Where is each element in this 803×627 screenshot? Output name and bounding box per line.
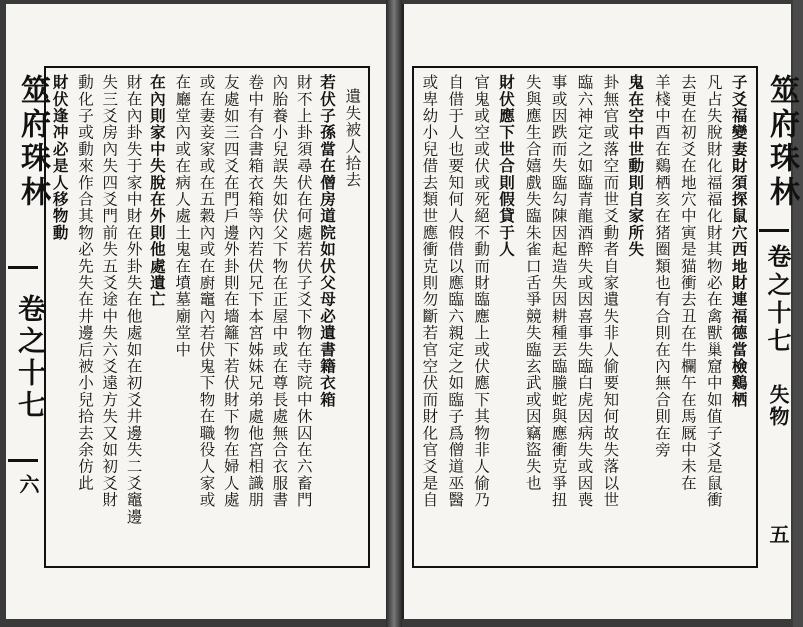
left-page-column-12: 動化子或動來作合其物必先失在井邊后被小兒拾去余仿此: [75, 74, 94, 492]
right-margin-divider-top: [759, 229, 789, 232]
right-text-frame: [412, 66, 758, 568]
right-margin-page-number: 五: [766, 524, 790, 546]
left-text-frame: [44, 66, 370, 568]
right-page-column-3: 去更在初爻在地穴中寅是猫衝去丑在牛欄午在馬厩中未在: [678, 74, 697, 492]
right-page-column-4: 羊棧中酉在鷄栖亥在猪圈類也有合則在內無合則在旁: [653, 74, 672, 459]
left-page-column-9: 在內則家中失脫在外則他處遺亡: [147, 74, 167, 308]
left-page-column-3: 財不上卦須尋伏在何處若伏子爻下物在寺院中休囚在六畜門: [294, 74, 313, 509]
right-page-column-9: 失與應生合嬉戲失臨朱雀口舌爭競失臨玄武或因竊盜失也: [523, 74, 542, 492]
right-margin-volume: 卷之十七: [763, 244, 792, 356]
left-margin-volume: 卷之十七: [14, 294, 47, 422]
left-page-column-8: 在廳堂內或在病人處土鬼在墳墓廟堂中: [173, 74, 192, 358]
left-page: [6, 4, 388, 619]
left-page-column-7: 或在妻妾家或在五穀內或在廚竈內若伏鬼下物在職役人家或: [197, 74, 216, 509]
right-page-column-10: 財伏應下世合則假貸于人: [496, 74, 516, 258]
right-page-column-2: 凡占失脫財化福福化財其物必在禽獸巢窟中如值子爻是鼠衝: [704, 74, 723, 509]
left-margin-title: 筮府珠林: [15, 74, 50, 210]
right-page-column-5: 鬼在空中世動則自家所失: [626, 74, 646, 258]
left-page-column-6: 友處如三四爻在門戶邊外卦則在墻籬下若伏財下物在婦人處: [221, 74, 240, 509]
right-page: [402, 4, 799, 619]
left-page-column-13: 財伏逢冲必是人移物動: [50, 74, 70, 241]
left-margin-divider-top: [8, 266, 38, 269]
left-page-column-11: 失三爻房內失四爻門前失五爻途中失六爻遠方失又如初爻財: [100, 74, 119, 509]
left-margin-divider-bottom: [8, 459, 38, 462]
right-page-column-8: 事或因跌而失臨勾陳因起造失因耕種丟臨螣蛇與應衝克爭扭: [549, 74, 568, 509]
right-page-column-12: 自借于人也要知何人假借以應臨六親定之如臨子爲僧道巫醫: [446, 74, 465, 509]
right-page-column-13: 或卑幼小兒借去類世應衝克則勿斷若官空伏而財化官爻是自: [420, 74, 439, 509]
right-margin-folio: 失物: [766, 384, 790, 428]
left-page-column-1: 遺失被人拾去: [343, 88, 362, 189]
left-page-column-4: 內胎養小兒誤失如伏父下物在正屋中或在尊長處無合衣服書: [270, 74, 289, 509]
book-gutter: [386, 0, 402, 627]
right-page-column-7: 臨六神定之如臨青龍酒醉失或因喜事失臨白虎因病失或因喪: [575, 74, 594, 509]
left-page-column-10: 財在內卦失于家中財在外卦失在他處如在初爻井邊失二爻竈邊: [124, 74, 143, 525]
left-margin-folio: 六: [16, 474, 40, 496]
right-margin-title: 筮府珠林: [764, 74, 799, 210]
right-page-column-11: 官鬼或空或伏或死絕不動而財臨應上或伏應下其物非人偷乃: [472, 74, 491, 509]
right-page-column-1: 子爻福變妻財須探鼠穴西地財連福德當檢鷄栖: [729, 74, 749, 408]
left-page-column-2: 若伏子孫當在僧房道院如伏父母必遺書籍衣箱: [318, 74, 338, 408]
left-page-column-5: 卷中有合書箱衣箱等內若伏兄下本宮姊妹兄弟處他宮相識朋: [246, 74, 265, 509]
right-page-column-6: 卦無官或落空而世爻動者自家遺失非人偷要知何故失落以世: [601, 74, 620, 509]
